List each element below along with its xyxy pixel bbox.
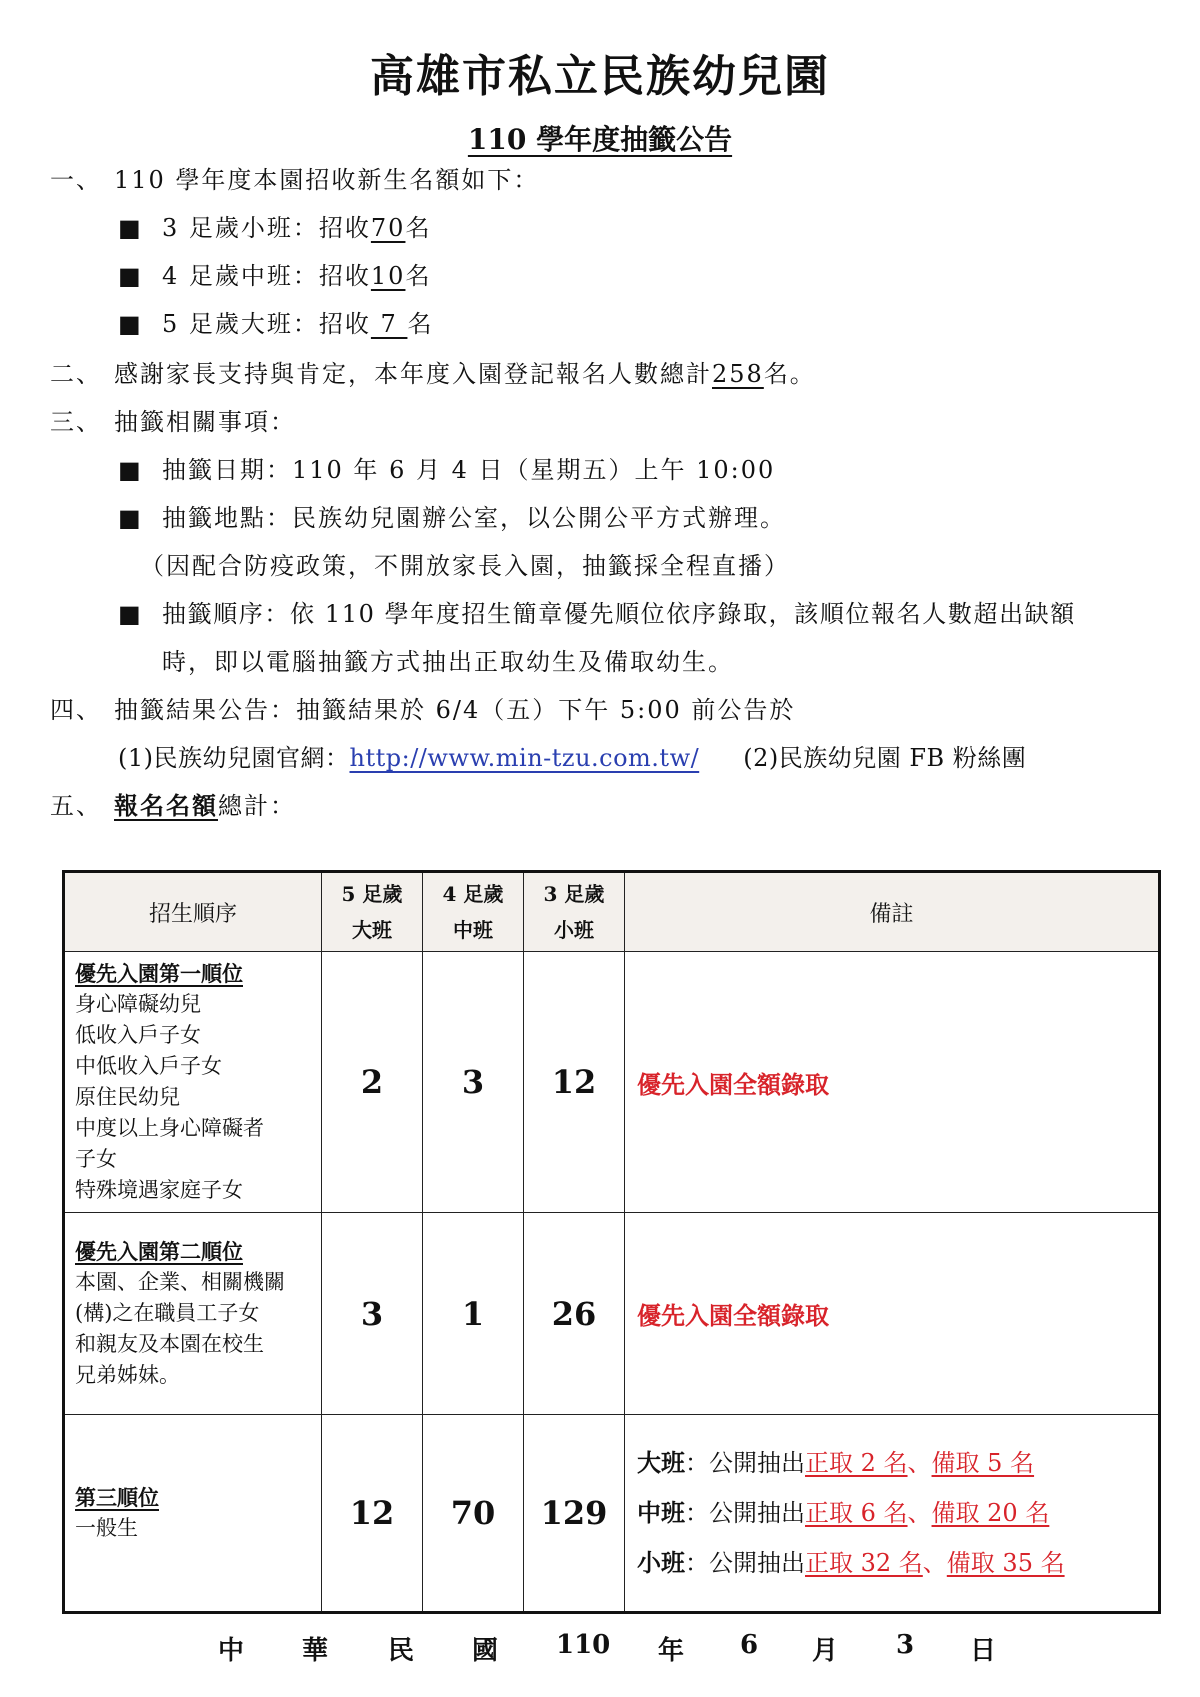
section-number: 一、 bbox=[50, 166, 102, 194]
section-1-text: 110 學年度本園招收新生名額如下： bbox=[114, 166, 540, 194]
eligibility-line: 中低收入戶子女 bbox=[75, 1054, 222, 1078]
filled-square-icon: ■ bbox=[118, 214, 143, 242]
count-age-4: 1 bbox=[423, 1213, 524, 1415]
quota-count: 7 bbox=[370, 310, 408, 338]
quota-label: 3 足歲小班：招收 bbox=[162, 214, 371, 242]
draw-place-note: （因配合防疫政策，不開放家長入園，抽籤採全程直播） bbox=[140, 552, 790, 580]
date-char: 民 bbox=[388, 1636, 415, 1666]
eligibility-line: 本園、企業、相關機關 bbox=[75, 1270, 285, 1294]
filled-square-icon: ■ bbox=[118, 600, 143, 628]
draw-order-continued: 時，即以電腦抽籤方式抽出正取幼生及備取幼生。 bbox=[162, 648, 734, 676]
section-number: 四、 bbox=[50, 696, 102, 724]
order-cell bbox=[64, 952, 322, 1213]
draw-order-item bbox=[118, 594, 1076, 629]
lottery-note-line: 小班：公開抽出正取 32 名、備取 35 名 bbox=[637, 1548, 1065, 1577]
enrollment-summary-table bbox=[62, 870, 1161, 1614]
count-age-5: 12 bbox=[322, 1415, 423, 1613]
website-label: (1)民族幼兒園官網： bbox=[118, 744, 350, 772]
date-char: 中 bbox=[218, 1636, 245, 1666]
section-1-heading bbox=[50, 160, 539, 195]
filled-square-icon: ■ bbox=[118, 310, 143, 338]
date-char: 年 bbox=[658, 1636, 685, 1666]
quota-item bbox=[118, 208, 431, 243]
quota-count: 70 bbox=[370, 214, 406, 242]
date-day: 3 bbox=[896, 1630, 915, 1660]
filled-square-icon: ■ bbox=[118, 456, 143, 484]
row-note: 優先入園全額錄取 bbox=[625, 1213, 1160, 1415]
date-char: 國 bbox=[472, 1636, 499, 1666]
quota-unit: 名 bbox=[405, 214, 432, 242]
draw-place-item bbox=[118, 498, 786, 533]
quota-label: 4 足歲中班：招收 bbox=[162, 262, 371, 290]
section-5-heading bbox=[50, 786, 296, 821]
section-3-heading bbox=[50, 402, 296, 437]
section-5-bold: 報名名額 bbox=[114, 791, 218, 820]
order-cell bbox=[64, 1213, 322, 1415]
section-4-text: 抽籤結果公告：抽籤結果於 6/4（五）下午 5:00 前公告於 bbox=[114, 696, 796, 724]
count-age-4: 70 bbox=[423, 1415, 524, 1613]
header-order: 招生順序 bbox=[64, 872, 322, 952]
priority-title: 優先入園第一順位 bbox=[75, 961, 243, 986]
section-4 bbox=[50, 690, 795, 725]
section-number: 三、 bbox=[50, 408, 102, 436]
lottery-note-line: 大班：公開抽出正取 2 名、備取 5 名 bbox=[637, 1448, 1035, 1477]
document-subtitle bbox=[0, 118, 1200, 158]
table-row bbox=[64, 1415, 1160, 1613]
priority-title: 優先入園第二順位 bbox=[75, 1239, 243, 1264]
filled-square-icon: ■ bbox=[118, 262, 143, 290]
header-age-4: 4 足歲 中班 bbox=[423, 872, 524, 952]
result-channels bbox=[118, 738, 1026, 773]
quota-label: 5 足歲大班：招收 bbox=[162, 310, 371, 338]
date-month: 6 bbox=[740, 1630, 759, 1660]
priority-title: 第三順位 bbox=[75, 1485, 159, 1510]
lottery-notes bbox=[625, 1415, 1160, 1613]
date-year: 110 bbox=[556, 1630, 611, 1660]
quota-item bbox=[118, 304, 433, 339]
eligibility-line: 和親友及本園在校生 bbox=[75, 1332, 264, 1356]
row-note: 優先入園全額錄取 bbox=[625, 952, 1160, 1213]
quota-unit: 名 bbox=[407, 310, 434, 338]
section-number: 五、 bbox=[50, 792, 102, 820]
fb-fanpage: (2)民族幼兒園 FB 粉絲團 bbox=[743, 744, 1027, 772]
section-number: 二、 bbox=[50, 360, 102, 388]
eligibility-line: 一般生 bbox=[75, 1516, 138, 1540]
order-cell bbox=[64, 1415, 322, 1613]
eligibility-line: 特殊境遇家庭子女 bbox=[75, 1178, 243, 1202]
header-note: 備註 bbox=[625, 872, 1160, 952]
eligibility-line: 低收入戶子女 bbox=[75, 1023, 201, 1047]
count-age-5: 3 bbox=[322, 1213, 423, 1415]
draw-order: 抽籤順序：依 110 學年度招生簡章優先順位依序錄取，該順位報名人數超出缺額 bbox=[162, 600, 1076, 628]
header-age-5: 5 足歲 大班 bbox=[322, 872, 423, 952]
total-applicants: 258 bbox=[712, 360, 764, 388]
count-age-4: 3 bbox=[423, 952, 524, 1213]
website-link[interactable]: http://www.min-tzu.com.tw/ bbox=[349, 744, 700, 772]
section-5-text: 總計： bbox=[218, 792, 296, 820]
eligibility-line: 兄弟姊妹。 bbox=[75, 1363, 180, 1387]
eligibility-line: 中度以上身心障礙者 bbox=[75, 1116, 264, 1140]
announcement-date bbox=[0, 1630, 1200, 1670]
eligibility-line: 原住民幼兒 bbox=[75, 1085, 180, 1109]
table-header-row bbox=[64, 872, 1160, 952]
subtitle-text: 110 學年度抽籤公告 bbox=[467, 123, 733, 156]
count-age-3: 129 bbox=[524, 1415, 625, 1613]
table-row bbox=[64, 1213, 1160, 1415]
date-char: 月 bbox=[812, 1636, 839, 1666]
eligibility-line: 身心障礙幼兒 bbox=[75, 992, 201, 1016]
eligibility-line: 子女 bbox=[75, 1147, 117, 1171]
section-2-text: 感謝家長支持與肯定，本年度入園登記報名人數總計 bbox=[114, 360, 712, 388]
section-3-text: 抽籤相關事項： bbox=[114, 408, 296, 436]
section-2 bbox=[50, 354, 816, 389]
count-age-3: 12 bbox=[524, 952, 625, 1213]
filled-square-icon: ■ bbox=[118, 504, 143, 532]
section-2-tail: 名。 bbox=[763, 360, 816, 388]
quota-unit: 名 bbox=[405, 262, 432, 290]
quota-count: 10 bbox=[370, 262, 406, 290]
table-row bbox=[64, 952, 1160, 1213]
draw-date: 抽籤日期：110 年 6 月 4 日（星期五）上午 10:00 bbox=[162, 456, 776, 484]
count-age-5: 2 bbox=[322, 952, 423, 1213]
draw-date-item bbox=[118, 450, 775, 485]
date-char: 華 bbox=[302, 1636, 329, 1666]
document-title: 高雄市私立民族幼兒園 bbox=[370, 51, 830, 102]
quota-item bbox=[118, 256, 431, 291]
date-char: 日 bbox=[970, 1636, 997, 1666]
draw-place: 抽籤地點：民族幼兒園辦公室，以公開公平方式辦理。 bbox=[162, 504, 786, 532]
eligibility-line: (構)之在職員工子女 bbox=[75, 1301, 260, 1325]
lottery-note-line: 中班：公開抽出正取 6 名、備取 20 名 bbox=[637, 1498, 1050, 1527]
header-age-3: 3 足歲 小班 bbox=[524, 872, 625, 952]
count-age-3: 26 bbox=[524, 1213, 625, 1415]
